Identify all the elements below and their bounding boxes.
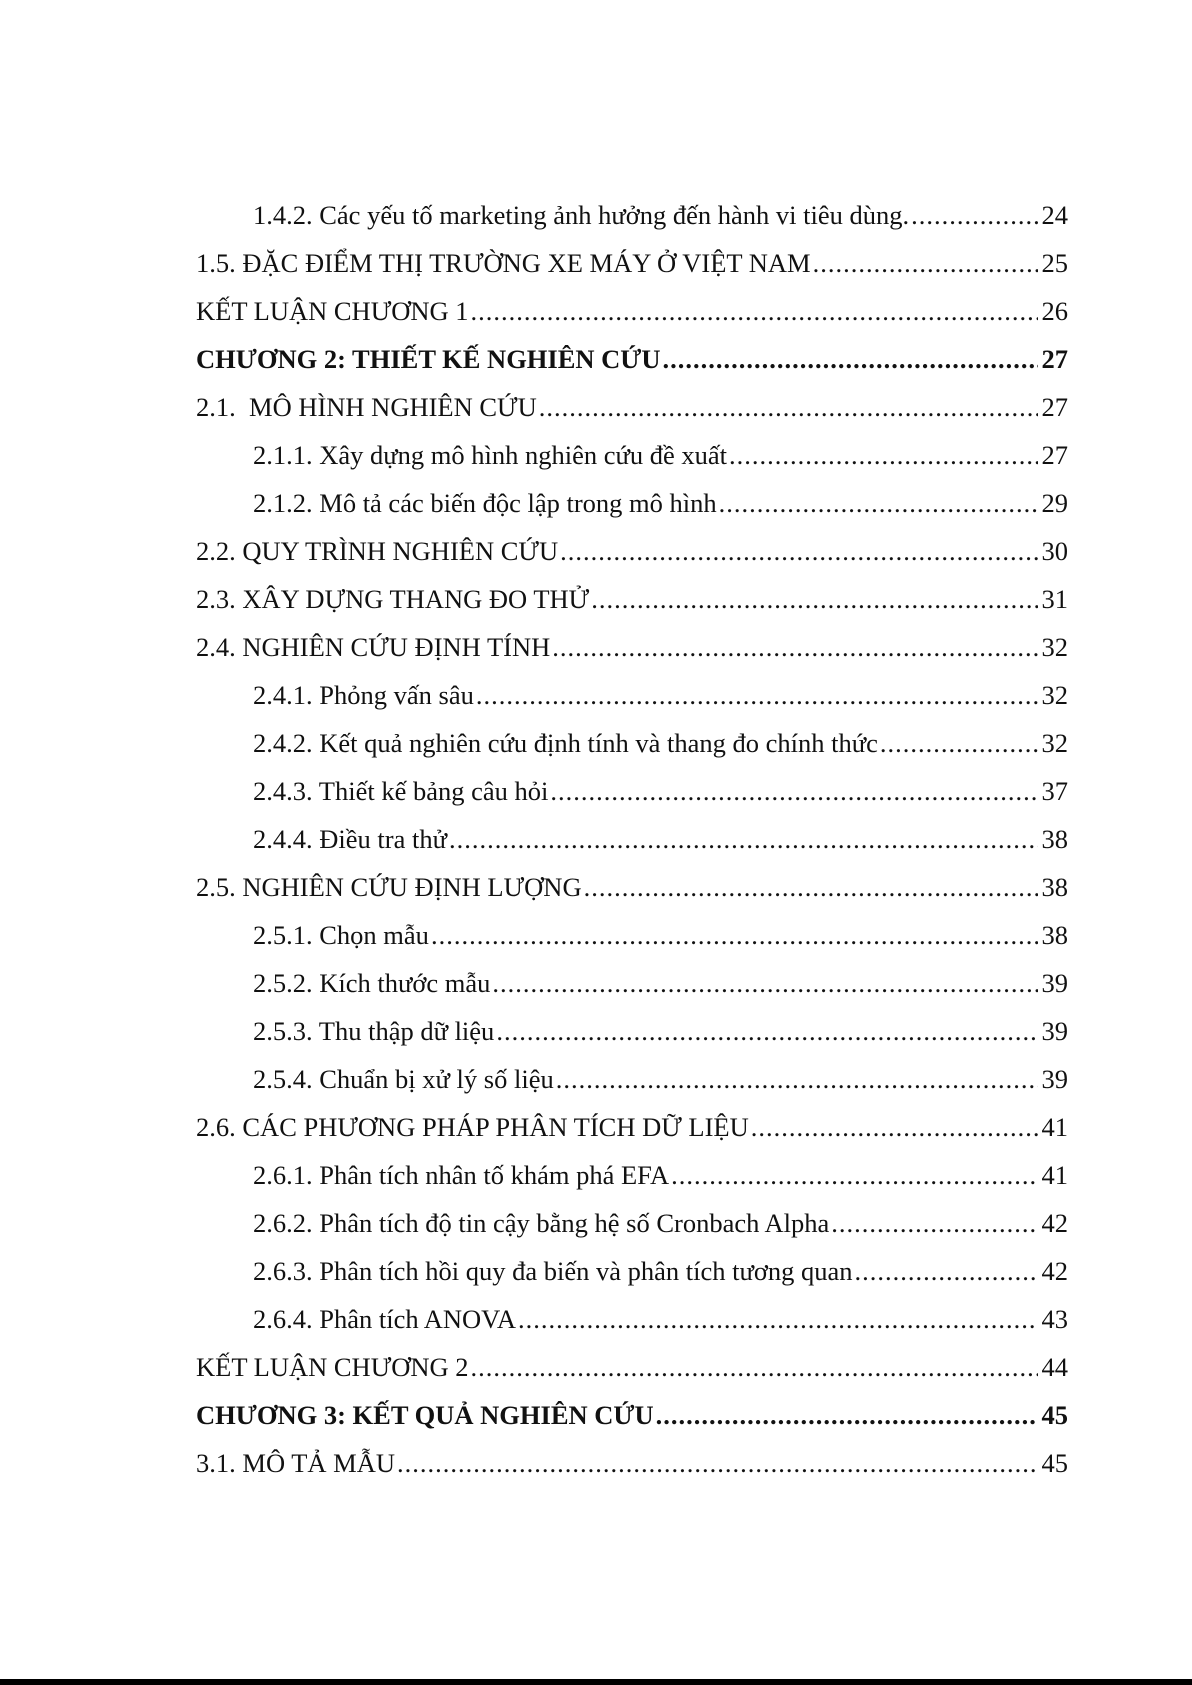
toc-entry-title: 2.6. CÁC PHƯƠNG PHÁP PHÂN TÍCH DỮ LIỆU <box>196 1112 749 1142</box>
toc-entry[interactable] <box>196 431 1068 479</box>
toc-entry-title: 2.4.3. Thiết kế bảng câu hỏi <box>253 776 549 806</box>
toc-entry[interactable] <box>196 1007 1068 1055</box>
toc-entry-page: 42 <box>1041 1208 1068 1238</box>
toc-entry-page: 26 <box>1041 296 1068 326</box>
toc-entry-page: 27 <box>1041 392 1068 422</box>
toc-entry[interactable] <box>196 239 1068 287</box>
dot-leader <box>656 1391 1038 1439</box>
toc-entry-page: 43 <box>1041 1304 1068 1334</box>
toc-entry[interactable] <box>196 863 1068 911</box>
dot-leader <box>471 287 1038 335</box>
toc-entry-page: 44 <box>1041 1352 1068 1382</box>
dot-leader <box>729 431 1038 479</box>
toc-entry-title: 2.1.2. Mô tả các biến độc lập trong mô hình <box>253 488 717 518</box>
dot-leader <box>550 767 1037 815</box>
toc-entry[interactable] <box>196 815 1068 863</box>
toc-entry-page: 27 <box>1041 344 1068 374</box>
dot-leader <box>591 575 1037 623</box>
toc-entry-page: 38 <box>1041 872 1068 902</box>
toc-entry-title: 3.1. MÔ TẢ MẪU <box>196 1448 396 1478</box>
dot-leader <box>663 335 1038 383</box>
dot-leader <box>496 1007 1037 1055</box>
toc-entry-title: 2.5.1. Chọn mẫu <box>253 920 429 950</box>
dot-leader <box>449 815 1038 863</box>
dot-leader <box>471 1343 1038 1391</box>
toc-entry-page: 42 <box>1041 1256 1068 1286</box>
toc-entry[interactable] <box>196 527 1068 575</box>
toc-entry[interactable] <box>196 1055 1068 1103</box>
toc-entry-title: 2.4. NGHIÊN CỨU ĐỊNH TÍNH <box>196 632 551 662</box>
toc-entry-title: 2.6.1. Phân tích nhân tố khám phá EFA <box>253 1160 670 1190</box>
toc-entry[interactable] <box>196 767 1068 815</box>
toc-entry-page: 39 <box>1041 1064 1068 1094</box>
toc-entry-page: 31 <box>1041 584 1068 614</box>
dot-leader <box>855 1247 1038 1295</box>
toc-entry-page: 38 <box>1041 920 1068 950</box>
toc-entry-page: 39 <box>1041 968 1068 998</box>
toc-entry-page: 37 <box>1041 776 1068 806</box>
toc-entry-page: 25 <box>1041 248 1068 278</box>
dot-leader <box>431 911 1038 959</box>
toc-entry-title: CHƯƠNG 3: KẾT QUẢ NGHIÊN CỨU <box>196 1400 654 1430</box>
dot-leader <box>476 671 1038 719</box>
dot-leader <box>813 239 1038 287</box>
dot-leader <box>397 1439 1037 1487</box>
toc-entry-title: 2.4.1. Phỏng vấn sâu <box>253 680 474 710</box>
toc-entry[interactable] <box>196 911 1068 959</box>
toc-entry-page: 45 <box>1041 1400 1068 1430</box>
toc-entry[interactable] <box>196 479 1068 527</box>
toc-entry-page: 24 <box>1041 200 1068 230</box>
toc-entry[interactable] <box>196 1343 1068 1391</box>
toc-entry-title: KẾT LUẬN CHƯƠNG 1 <box>196 296 469 326</box>
toc-entry[interactable] <box>196 287 1068 335</box>
toc-entry-title: 1.4.2. Các yếu tố marketing ảnh hưởng đến hành vi tiêu dùng. <box>253 200 910 230</box>
toc-entry-title: 2.5.2. Kích thước mẫu <box>253 968 491 998</box>
dot-leader <box>719 479 1038 527</box>
toc-entry-page: 38 <box>1041 824 1068 854</box>
toc-entry-page: 27 <box>1041 440 1068 470</box>
toc-entry-page: 45 <box>1041 1448 1068 1478</box>
toc-entry-title: 2.4.4. Điều tra thử <box>253 824 447 854</box>
toc-entry-title: 2.3. XÂY DỰNG THANG ĐO THỬ <box>196 584 590 614</box>
dot-leader <box>831 1199 1037 1247</box>
toc-entry[interactable] <box>196 1151 1068 1199</box>
dot-leader <box>560 527 1037 575</box>
toc-entry-page: 41 <box>1041 1160 1068 1190</box>
toc-entry-page: 32 <box>1041 680 1068 710</box>
toc-entry-title: 2.6.2. Phân tích độ tin cậy bằng hệ số Cronbach Alpha <box>253 1208 830 1238</box>
toc-entry-title: 2.1.1. Xây dựng mô hình nghiên cứu đề xuất <box>253 440 727 470</box>
toc-entry-title: 2.5. NGHIÊN CỨU ĐỊNH LƯỢNG <box>196 872 582 902</box>
toc-chapter-entry[interactable] <box>196 335 1068 383</box>
toc-entry[interactable] <box>196 1247 1068 1295</box>
toc-entry[interactable] <box>196 671 1068 719</box>
toc-entry-page: 29 <box>1041 488 1068 518</box>
toc-entry-title: 2.5.3. Thu thập dữ liệu <box>253 1016 495 1046</box>
toc-entry-title: 2.5.4. Chuẩn bị xử lý số liệu <box>253 1064 554 1094</box>
dot-leader <box>492 959 1037 1007</box>
toc-entry-title: KẾT LUẬN CHƯƠNG 2 <box>196 1352 469 1382</box>
dot-leader <box>518 1295 1037 1343</box>
toc-entry-title: 2.6.3. Phân tích hồi quy đa biến và phân tích tương quan <box>253 1256 853 1286</box>
toc-entry[interactable] <box>196 191 1068 239</box>
toc-entry[interactable] <box>196 959 1068 1007</box>
toc-entry[interactable] <box>196 1199 1068 1247</box>
toc-entry[interactable] <box>196 623 1068 671</box>
dot-leader <box>584 863 1038 911</box>
toc-entry-title: 1.5. ĐẶC ĐIỂM THỊ TRƯỜNG XE MÁY Ở VIỆT NAM <box>196 248 811 278</box>
dot-leader <box>880 719 1038 767</box>
dot-leader <box>556 1055 1038 1103</box>
toc-entry-page: 32 <box>1041 632 1068 662</box>
toc-entry-title: 2.4.2. Kết quả nghiên cứu định tính và thang đo chính thức <box>253 728 878 758</box>
toc-entry-page: 32 <box>1041 728 1068 758</box>
toc-entry[interactable] <box>196 1439 1068 1487</box>
toc-entry[interactable] <box>196 1295 1068 1343</box>
dot-leader <box>671 1151 1037 1199</box>
dot-leader <box>539 383 1038 431</box>
toc-entry[interactable] <box>196 383 1068 431</box>
dot-leader <box>751 1103 1038 1151</box>
toc-entry-title: 2.2. QUY TRÌNH NGHIÊN CỨU <box>196 536 559 566</box>
dot-leader <box>552 623 1037 671</box>
toc-entry[interactable] <box>196 1103 1068 1151</box>
toc-entry-title: CHƯƠNG 2: THIẾT KẾ NGHIÊN CỨU <box>196 344 661 374</box>
table-of-contents <box>196 191 1068 1487</box>
page-bottom-border <box>0 1679 1192 1685</box>
toc-entry-title: 2.6.4. Phân tích ANOVA <box>253 1304 517 1334</box>
toc-entry[interactable] <box>196 575 1068 623</box>
toc-entry-title: 2.1. MÔ HÌNH NGHIÊN CỨU <box>196 392 537 422</box>
toc-entry[interactable] <box>196 719 1068 767</box>
toc-chapter-entry[interactable] <box>196 1391 1068 1439</box>
toc-entry-page: 30 <box>1041 536 1068 566</box>
dot-leader <box>911 191 1037 239</box>
toc-entry-page: 39 <box>1041 1016 1068 1046</box>
toc-entry-page: 41 <box>1041 1112 1068 1142</box>
